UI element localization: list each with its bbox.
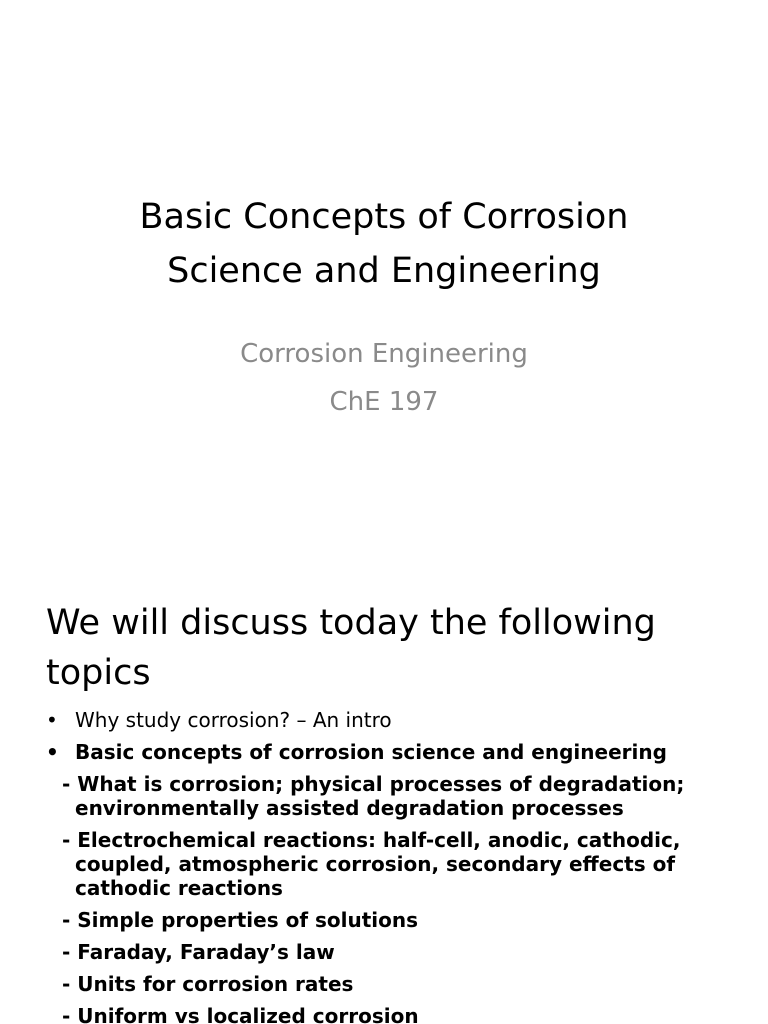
slide-subtitle-line-1: Corrosion Engineering [240,339,528,369]
slide-title-line-1: Basic Concepts of Corrosion [139,197,629,237]
slide-subtitle-line-2: ChE 197 [329,387,439,417]
sub-item-line: - Uniform vs localized corrosion [62,1004,419,1024]
slide-title-line-2: Science and Engineering [167,251,601,291]
sub-item-uniform-localized [46,1004,746,1024]
sub-item-faraday [46,940,746,964]
bullet-text: Basic concepts of corrosion science and engineering [75,740,667,764]
topics-list [46,708,746,1024]
slide-title [60,190,708,298]
sub-item-line: coupled, atmospheric corrosion, secondary effects of [75,852,676,876]
sub-item-line: cathodic reactions [75,876,283,900]
sub-item-line: - Units for corrosion rates [62,972,354,996]
bullet-item-intro [46,708,746,732]
slide-subtitle [60,330,708,426]
bullet-text: Why study corrosion? – An intro [75,708,392,732]
topics-heading [46,598,746,698]
topics-heading-line-1: We will discuss today the following [46,603,656,643]
sub-item-line: environmentally assisted degradation processes [75,796,624,820]
bullet-marker: • [46,740,59,764]
sub-item-solutions [46,908,746,932]
sub-item-line: - Electrochemical reactions: half-cell, anodic, cathodic, [62,828,681,852]
sub-item-electrochemical-reactions [46,828,746,900]
topics-slide [0,576,768,1024]
sub-item-what-is-corrosion [46,772,746,820]
sub-item-line: - Faraday, Faraday’s law [62,940,335,964]
bullet-item-basic-concepts [46,740,746,764]
sub-item-line: - Simple properties of solutions [62,908,419,932]
topics-heading-line-2: topics [46,653,151,693]
sub-item-line: - What is corrosion; physical processes of degradation; [62,772,685,796]
bullet-marker: • [46,708,58,732]
sub-item-units [46,972,746,996]
